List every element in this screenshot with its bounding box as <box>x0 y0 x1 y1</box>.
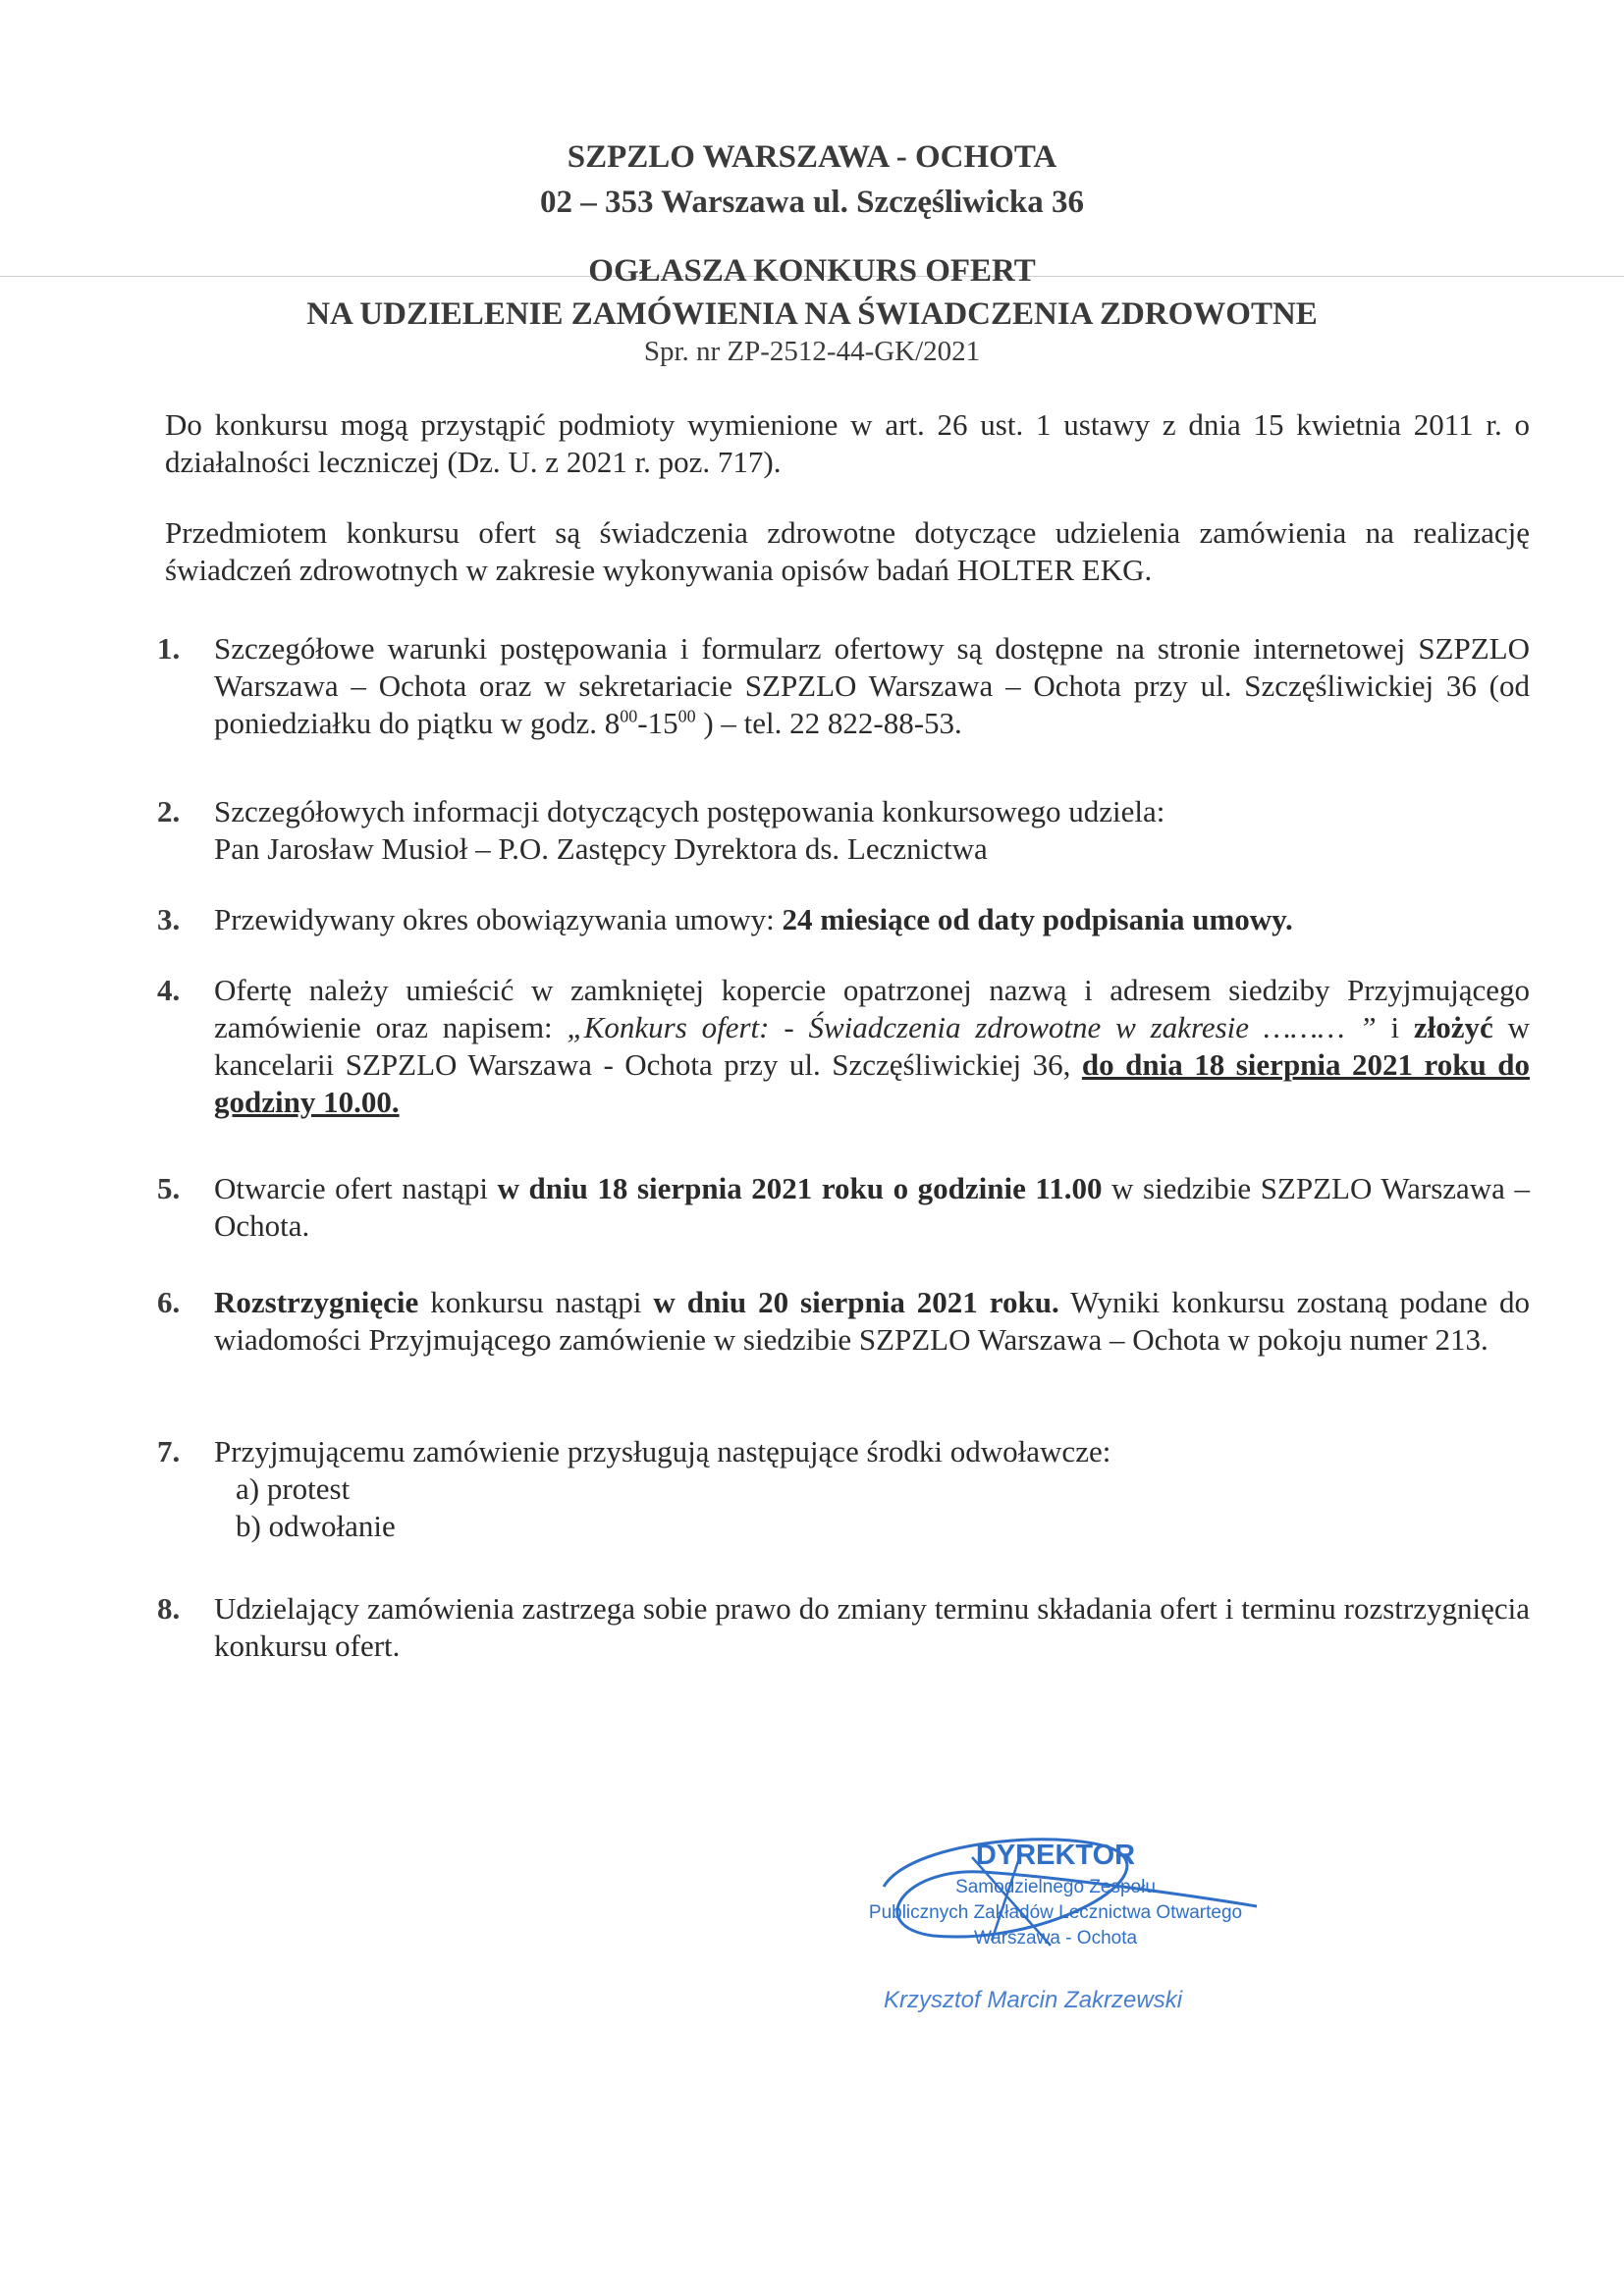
item-text <box>214 901 1530 938</box>
item-number: 5. <box>157 1171 181 1205</box>
item-text-part: Przewidywany okres obowiązywania umowy: <box>214 902 783 936</box>
stamp-line-1: Samodzielnego Zespołu <box>955 1877 1156 1897</box>
item-text-part: Ofertę należy umieścić w zamkniętej kopercie opatrzonej nazwą i adresem siedziby Przyjmującego zamówienie oraz napisem: <box>214 973 1530 1044</box>
header-announcement: OGŁASZA KONKURS OFERT <box>588 253 1036 289</box>
item-text-part: konkursu nastąpi <box>418 1285 654 1319</box>
item-text-bold: w dniu 18 sierpnia 2021 roku o godzinie 11.00 <box>497 1171 1103 1205</box>
item-text-deadline: do dnia 18 sierpnia 2021 roku do godziny 10.00. <box>214 1047 1530 1119</box>
item-number: 4. <box>157 973 181 1007</box>
director-stamp <box>825 1828 1286 1965</box>
item-text <box>214 793 1530 868</box>
item-text-bold: Rozstrzygnięcie <box>214 1285 419 1319</box>
item-text-part: w kancelarii SZPZLO Warszawa - Ochota przy ul. Szczęśliwickiej 36, <box>214 1010 1530 1082</box>
stamp-title: DYREKTOR <box>975 1840 1136 1871</box>
sub-item-appeal: b) odwołanie <box>236 1509 396 1543</box>
header-subject: NA UDZIELENIE ZAMÓWIENIA NA ŚWIADCZENIA ZDROWOTNE <box>306 296 1318 332</box>
item-text-part: i <box>1376 1010 1414 1044</box>
superscript: 00 <box>677 706 696 726</box>
item-number: 2. <box>157 794 181 828</box>
item-text-part: ) – tel. 22 822-88-53. <box>695 706 962 740</box>
item-text-part: Szczegółowe warunki postępowania i formularz ofertowy są dostępne na stronie internetowej SZPZLO Warszawa – Ochota oraz w sekretariacie SZPZLO Warszawa – Ochota przy ul. Szczęśliwickiej 36 (od poniedziałku do piątku w godz. 8 <box>214 631 1530 740</box>
item-text <box>214 630 1530 742</box>
header-case-number: Spr. nr ZP-2512-44-GK/2021 <box>643 336 981 367</box>
item-text-bold: 24 miesiące od daty podpisania umowy. <box>782 902 1293 936</box>
item-text <box>214 1284 1530 1359</box>
item-text-part: Przyjmującemu zamówienie przysługują następujące środki odwoławcze: <box>214 1434 1111 1468</box>
stamp-line-3: Warszawa - Ochota <box>973 1928 1138 1949</box>
item-text-part: Otwarcie ofert nastąpi <box>214 1171 498 1205</box>
header-organization: SZPZLO WARSZAWA - OCHOTA <box>567 139 1057 175</box>
item-text-italic: „Konkurs ofert: - Świadczenia zdrowotne w zakresie ……… ” <box>567 1010 1377 1044</box>
header-address: 02 – 353 Warszawa ul. Szczęśliwicka 36 <box>540 185 1084 220</box>
superscript: 00 <box>620 706 638 726</box>
item-number: 1. <box>157 631 181 666</box>
item-text-part: -15 <box>637 706 678 740</box>
item-text-bold: w dniu 20 sierpnia 2021 roku. <box>653 1285 1059 1319</box>
item-text-part: w siedzibie SZPZLO Warszawa – Ochota. <box>214 1171 1530 1243</box>
item-number: 8. <box>157 1591 181 1626</box>
item-text: Udzielający zamówienia zastrzega sobie prawo do zmiany terminu składania ofert i terminu rozstrzygnięcia konkursu ofert. <box>214 1591 1530 1663</box>
item-text <box>214 1433 1530 1545</box>
item-number: 6. <box>157 1285 181 1319</box>
sub-item-protest: a) protest <box>236 1471 351 1506</box>
intro-paragraph-2: Przedmiotem konkursu ofert są świadczenia zdrowotne dotyczące udzielenia zamówienia na realizację świadczeń zdrowotnych w zakresie wykonywania opisów badań HOLTER EKG. <box>165 515 1530 587</box>
item-text-bold: złożyć <box>1413 1010 1493 1044</box>
item-text-part: Wyniki konkursu zostaną podane do wiadomości Przyjmującego zamówienie w siedzibie SZPZLO Warszawa – Ochota w pokoju numer 213. <box>214 1285 1530 1357</box>
intro-paragraph-1: Do konkursu mogą przystąpić podmioty wymienione w art. 26 ust. 1 ustawy z dnia 15 kwietnia 2011 r. o działalności leczniczej (Dz. U. z 2021 r. poz. 717). <box>165 407 1530 479</box>
item-text <box>214 1170 1530 1245</box>
item-text-part: Pan Jarosław Musioł – P.O. Zastępcy Dyrektora ds. Lecznictwa <box>214 831 988 866</box>
item-text-part: Szczegółowych informacji dotyczących postępowania konkursowego udziela: <box>214 794 1165 828</box>
signer-name: Krzysztof Marcin Zakrzewski <box>884 1987 1183 2013</box>
item-number: 3. <box>157 902 181 936</box>
item-text <box>214 972 1530 1121</box>
stamp-line-2: Publicznych Zakładów Lecznictwa Otwartego <box>868 1902 1243 1923</box>
item-number: 7. <box>157 1434 181 1468</box>
